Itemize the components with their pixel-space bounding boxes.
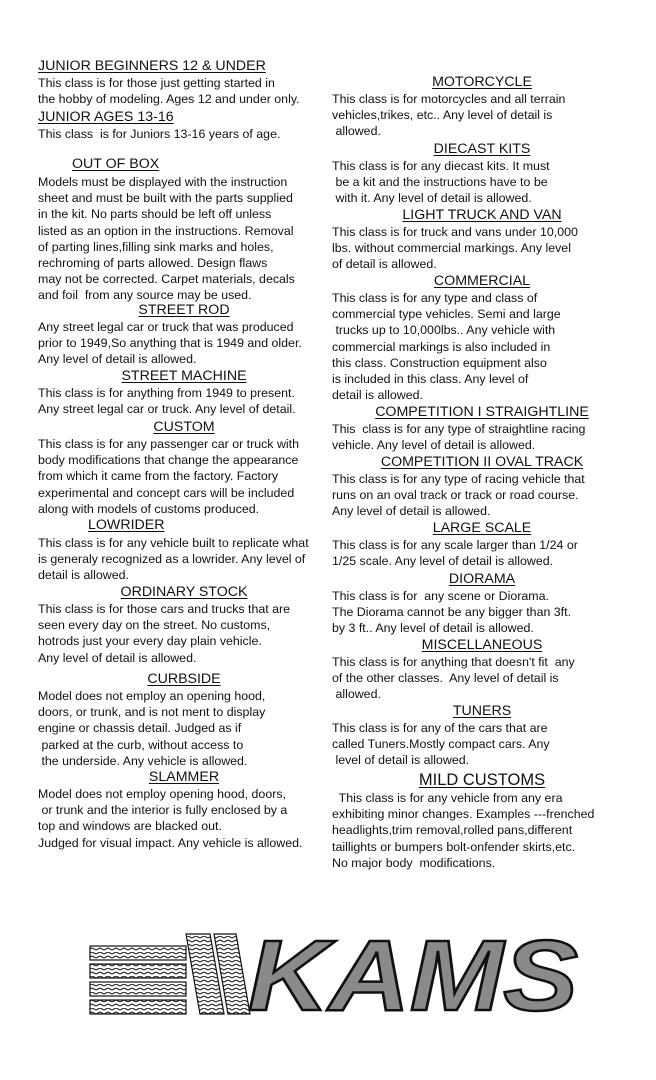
class-large-scale [332,520,632,569]
class-description: Model does not employ opening hood, doors, or trunk and the interior is fully enclosed by a top and windows are blacked out. Judged for visual impact. Any vehicle is allowed. [38,787,303,850]
class-title: COMPETITION I STRAIGHTLINE [375,404,589,420]
class-title: DIORAMA [448,571,516,587]
class-title: STREET ROD [138,302,230,318]
class-description: This class is for any passenger car or truck with body modifications that change the appearance from which it came from the factory. Factory experimental and concept cars will be included along with models of customs produced. [38,437,299,516]
class-description: This class is for truck and vans under 10,000 lbs. without commercial markings. Any level of detail is allowed. [332,225,578,272]
class-slammer [38,769,330,851]
class-commercial [332,273,632,403]
class-mild-customs [332,770,632,871]
class-title: MOTORCYCLE [432,74,532,90]
class-description: This class is for any scene or Diorama. The Diorama cannot be any bigger than 3ft. by 3 ft.. Any level of detail is allowed. [332,589,572,636]
class-miscellaneous [332,637,632,703]
class-competition-straightline [332,404,632,453]
class-description: This class is for anything that doesn't fit any of the other classes. Any level of detail is allowed. [332,655,575,702]
class-description: This class is for anything from 1949 to present. Any street legal car or truck. Any level of detail. [38,386,296,417]
class-description: This class is for any vehicle from any era exhibiting minor changes. Examples ---frenched headlights,trim removal,rolled pans,different taillights or bumpers bolt-onfender skirts,etc. No major body modifications. [332,791,595,870]
class-tuners [332,703,632,769]
class-lowrider-body [38,535,330,584]
class-title: JUNIOR AGES 13-16 [38,109,174,125]
kams-logo [88,928,588,1016]
class-title: CUSTOM [153,419,215,435]
class-description: This class is for motorcycles and all terrain vehicles,trikes, etc.. Any level of detail is allowed. [332,92,566,139]
class-title: OUT OF BOX [72,156,160,172]
class-diecast-kits [332,141,632,207]
class-title: MILD CUSTOMS [418,771,546,789]
class-description: Model does not employ an opening hood, doors, or trunk, and is not ment to display engine or chassis detail. Judged as if parked at the curb, without access to the underside. Any vehicle is allowed. [38,689,266,768]
class-out-of-box-body [38,174,330,304]
class-description: This class is for Juniors 13-16 years of age. [38,127,281,141]
class-street-rod [38,302,330,368]
class-junior-ages [38,109,330,142]
class-title: LOWRIDER [88,517,165,533]
class-title: MISCELLANEOUS [421,637,543,653]
class-description: This class is for any type and class of commercial type vehicles. Semi and large trucks up to 10,000lbs.. Any vehicle with commercial markings is also included in this class. Construction equipment also is included in this class. Any level of detail is allowed. [332,291,561,403]
class-title: COMMERCIAL [433,273,531,289]
class-custom [38,419,330,517]
class-description: Models must be displayed with the instruction sheet and must be built with the parts supplied in the kit. No parts should be left off unless listed as an option in the instructions. Removal of parting lines,filling sink marks and holes, rechroming of parts allowed. Design flaws may not be corrected. Carpet materials, decals and foil from any source may be used. [38,175,295,303]
class-title: LIGHT TRUCK AND VAN [402,207,562,223]
class-title: JUNIOR BEGINNERS 12 & UNDER [38,58,266,74]
class-title: SLAMMER [148,769,220,785]
class-description: This class is for those cars and trucks that are seen every day on the street. No customs, hotrods just your every day plain vehicle. Any level of detail is allowed. [38,602,291,665]
class-description: This class is for any vehicle built to replicate what is generaly recognized as a lowrider. Any level of detail is allowed. [38,536,309,583]
class-description: This class is for any type of straightline racing vehicle. Any level of detail is allowed. [332,422,586,453]
class-ordinary-stock [38,584,330,666]
class-description: This class is for any type of racing vehicle that runs on an oval track or track or road course. Any level of detail is allowed. [332,472,585,519]
class-title: TUNERS [452,703,512,719]
class-street-machine [38,368,330,417]
class-title: COMPETITION II OVAL TRACK [380,454,584,470]
class-motorcycle [332,74,632,140]
class-light-truck-van [332,207,632,273]
logo-text: KAMS [248,928,578,1016]
class-title: DIECAST KITS [433,141,531,157]
class-description: Any street legal car or truck that was produced prior to 1949,So anything that is 1949 and older. Any level of detail is allowed. [38,320,302,367]
class-junior-beginners [38,58,330,107]
class-competition-oval [332,454,632,520]
class-description: This class is for those just getting started in the hobby of modeling. Ages 12 and under only. [38,76,300,107]
class-title: LARGE SCALE [432,520,532,536]
tire-tread-icon [90,934,250,1014]
class-title: ORDINARY STOCK [120,584,248,600]
class-out-of-box [72,156,312,173]
class-diorama [332,571,632,637]
class-curbside [38,671,330,769]
class-description: This class is for any diecast kits. It must be a kit and the instructions have to be with it. Any level of detail is allowed. [332,159,550,206]
class-description: This class is for any of the cars that are called Tuners.Mostly compact cars. Any level of detail is allowed. [332,721,550,768]
class-lowrider [88,517,268,534]
class-description: This class is for any scale larger than 1/24 or 1/25 scale. Any level of detail is allowed. [332,538,578,569]
class-title: CURBSIDE [147,671,221,687]
class-title: STREET MACHINE [121,368,247,384]
